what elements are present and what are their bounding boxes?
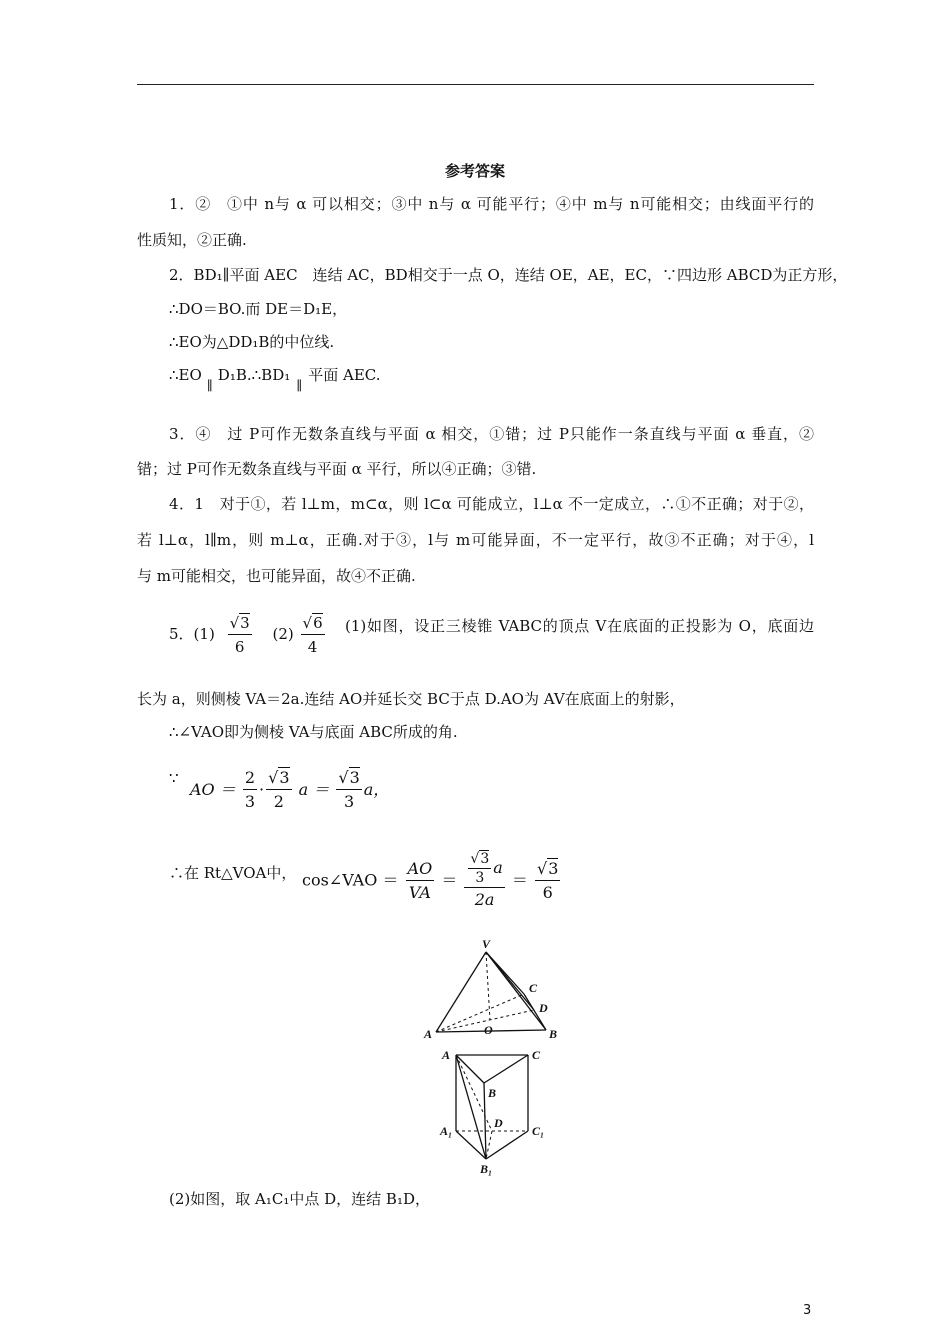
header-rule — [137, 84, 814, 85]
page-number: 3 — [803, 1303, 812, 1318]
label-b: B — [488, 1086, 497, 1100]
q3-line2: 错；过 P可作无数条直线与平面 α 平行，所以④正确；③错. — [137, 460, 537, 478]
label-c1: C₁ — [532, 1124, 545, 1138]
answer1-fraction: $\frac{√3}{6}$ — [229, 613, 250, 656]
because-symbol: ∵ — [169, 769, 179, 787]
q2-line1: 2．BD₁∥平面 AEC 连结 AC，BD相交于一点 O，连结 OE，AE，EC，∵四边形 ABCD为正方形， — [169, 266, 848, 284]
q2-line4-b: D₁B.∴BD₁ — [217, 366, 291, 384]
equation-ao: AO ＝ $\frac{2}{3}$ · $\frac{√3}{2}$ a ＝ $\frac{√3}{3}$ a， — [190, 768, 390, 811]
q1-line1: 1．② ①中 n与 α 可以相交；③中 n与 α 可能平行；④中 m与 n可能相交；由线面平行的 — [169, 195, 814, 213]
label-c: C — [529, 981, 538, 995]
seg-db1-hidden — [486, 1131, 492, 1159]
q1-line2: 性质知，②正确. — [137, 231, 247, 249]
edge-c1b1 — [486, 1131, 528, 1159]
label-b: B — [549, 1027, 558, 1041]
q2-line3: ∴EO为△DD₁B的中位线. — [169, 333, 335, 351]
q3-line1: 3．④ 过 P可作无数条直线与平面 α 相交，①错；过 P只能作一条直线与平面 α 垂直，② — [169, 425, 814, 443]
label-b1: B₁ — [480, 1162, 493, 1176]
q4-line3: 与 m可能相交，也可能异面，故④不正确. — [137, 567, 416, 585]
answer2-fraction: $\frac{√6}{4}$ — [302, 613, 323, 656]
q5-line1-rest: (1)如图，设正三棱锥 VABC的顶点 V在底面的正投影为 O，底面边 — [345, 617, 814, 635]
q4-line2: 若 l⊥α，l∥m，则 m⊥α，正确.对于③，l与 m可能异面，不一定平行，故③不正确；对于④，l — [137, 531, 814, 549]
therefore-in-rt: ∴在 Rt△VOA中， — [169, 864, 297, 882]
q5-line3: ∴∠VAO即为侧棱 VA与底面 ABC所成的角. — [169, 723, 458, 741]
q5-label: 5．(1) — [169, 625, 215, 643]
edge-bc — [484, 1055, 528, 1083]
q2-line2: ∴DO＝BO.而 DE＝D₁E， — [169, 300, 348, 318]
label-c: C — [532, 1048, 541, 1062]
label-o: O — [484, 1023, 493, 1037]
equation-cos: cos∠VAO ＝ $\frac{AO}{VA}$ ＝ $\frac{√3}{3}$ a 2a ＝ $\frac{√3}{6}$ — [302, 851, 559, 909]
q2-line4-a: ∴EO — [169, 366, 202, 384]
prism-figure — [436, 1043, 566, 1178]
q2-line4-c: 平面 AEC. — [308, 366, 381, 384]
page-title: 参考答案 — [444, 162, 505, 180]
q5-part2: (2)如图，取 A₁C₁中点 D，连结 B₁D， — [169, 1190, 430, 1208]
label-d: D — [494, 1116, 503, 1130]
label-a: A — [442, 1048, 451, 1062]
q4-line1: 4．1 对于①，若 l⊥m，m⊂α，则 l⊂α 可能成立，l⊥α 不一定成立，∴①不正确；对于②， — [169, 495, 814, 513]
q5-label2: (2) — [272, 625, 294, 643]
label-d: D — [539, 1001, 548, 1015]
q5-line1 — [169, 609, 327, 659]
parallel-equal-icon: ∥ — [296, 379, 303, 394]
label-a: A — [424, 1027, 433, 1041]
parallel-equal-icon: ∥ — [206, 379, 213, 394]
q5-line2: 长为 a，则侧棱 VA＝2a.连结 AO并延长交 BC于点 D.AO为 AV在底面上的射影， — [137, 690, 685, 708]
edge-va — [436, 952, 486, 1032]
label-v: V — [482, 937, 491, 951]
edge-ac-hidden — [436, 994, 524, 1032]
edge-vd — [486, 952, 534, 1010]
label-a1: A₁ — [440, 1124, 453, 1138]
q2-line4 — [169, 365, 381, 397]
tetrahedron-figure — [420, 936, 570, 1046]
edge-bb1 — [484, 1083, 486, 1159]
